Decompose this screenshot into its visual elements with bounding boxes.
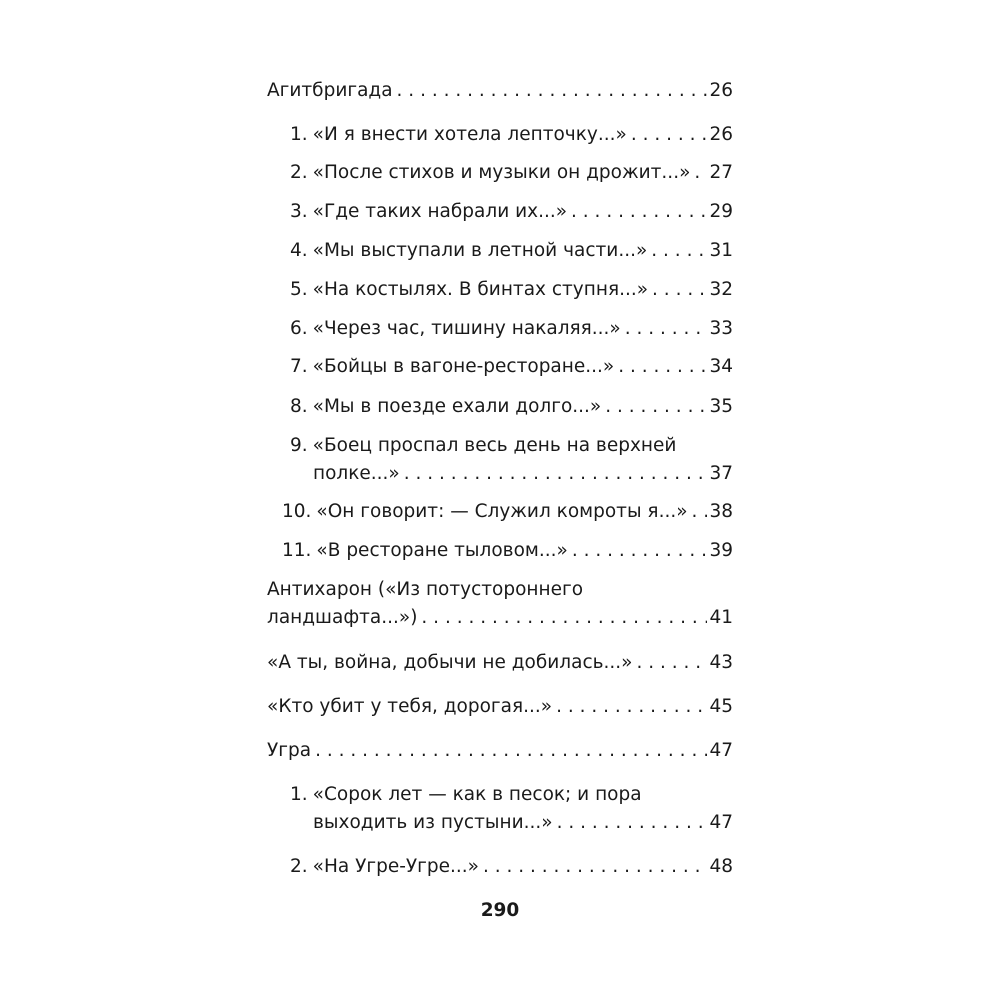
toc-entry-page: 29 [709,201,733,222]
toc-entry-number: 10. [282,501,312,522]
toc-entry [267,76,733,106]
toc-entry-title: «На Угре-Угре...» [312,856,479,877]
toc-entry-title: Угра [267,740,312,761]
toc-entry-page: 41 [709,607,733,628]
toc-entry-number: 3. [290,201,308,222]
toc-leader-dots [694,158,707,188]
toc-entry-title: «Мы выступали в летной части...» [312,240,648,261]
toc-leader-dots [572,536,708,566]
toc-leader-dots [483,852,707,882]
toc-entry-number: 2. [290,856,308,877]
toc-entry-number: 8. [290,396,308,417]
toc-entry-page: 37 [709,463,733,484]
toc-entry-number: 4. [290,240,308,261]
toc-entry-title: «А ты, война, добычи не добилась...» [267,652,633,673]
toc-entry-number: 9. [290,435,308,456]
toc-leader-dots [397,76,708,106]
toc-entry-number: 5. [290,279,308,300]
toc-entry-page: 33 [709,318,733,339]
toc-entry-page: 31 [709,240,733,261]
toc-leader-dots [637,648,708,678]
toc-entry-title: «На костылях. В бинтах ступня...» [312,279,649,300]
toc-entry-page: 47 [709,812,733,833]
toc-entry-number: 1. [290,124,308,145]
toc-entry-title: «Бойцы в вагоне-ресторане...» [312,356,615,377]
toc-entry-page: 26 [709,80,733,101]
toc-entry-page: 34 [709,356,733,377]
toc-entry-title: «Мы в поезде ехали долго...» [312,396,602,417]
toc-entry [290,158,733,188]
toc-leader-dots [421,603,707,633]
toc-entry-page: 38 [709,501,733,522]
toc-entry-page: 27 [709,162,733,183]
toc-entry-continuation [267,603,733,633]
toc-entry-continuation [313,808,733,838]
toc-entry-number: 1. [290,784,308,805]
toc-leader-dots [692,497,708,527]
toc-entry-continuation [313,459,733,489]
toc-leader-dots [631,120,708,150]
toc-entry [267,736,733,766]
toc-leader-dots [556,692,707,722]
toc-entry-title: «Он говорит: — Служил комроты я...» [316,501,688,522]
toc-entry-number: 11. [282,540,312,561]
toc-entry-title: «И я внести хотела лепточку...» [312,124,627,145]
toc-entry-title: «Где таких набрали их...» [312,201,568,222]
toc-entry [290,780,733,810]
toc-leader-dots [315,736,707,766]
toc-entry [290,314,733,344]
toc-entry-title: «В ресторане тыловом...» [316,540,568,561]
toc-entry-page: 39 [709,540,733,561]
toc-entry-title: «Через час, тишину накаляя...» [312,318,621,339]
toc-entry-title-continued: полке...» [313,463,400,484]
toc-entry-number: 2. [290,162,308,183]
toc-entry-page: 47 [709,740,733,761]
toc-entry [290,852,733,882]
toc-entry-title: «После стихов и музыки он дрожит...» [312,162,691,183]
toc-entry-title: «Боец проспал весь день на верхней [312,435,677,456]
toc-entry-page: 48 [709,856,733,877]
toc-entry [290,352,733,382]
toc-leader-dots [557,808,708,838]
toc-entry [290,431,733,461]
toc-entry [267,648,733,678]
toc-leader-dots [652,275,707,305]
toc-entry-page: 32 [709,279,733,300]
toc-entry [290,120,733,150]
toc-entry [290,197,733,227]
toc-entry-page: 45 [709,696,733,717]
toc-leader-dots [605,392,707,422]
toc-entry-title-continued: выходить из пустыни...» [313,812,553,833]
toc-entry [290,275,733,305]
toc-entry-title: «Кто убит у тебя, дорогая...» [267,696,553,717]
page-number: 290 [480,900,520,921]
toc-entry-title: Агитбригада [267,80,393,101]
toc-entry [290,392,733,422]
toc-entry-number: 6. [290,318,308,339]
toc-entry-page: 26 [709,124,733,145]
toc-entry-title: Антихарон («Из потустороннего [267,579,584,600]
toc-entry-title-continued: ландшафта...») [267,607,418,628]
toc-entry [267,575,733,605]
toc-leader-dots [625,314,708,344]
toc-entry-page: 35 [709,396,733,417]
toc-entry [282,497,733,527]
toc-entry [282,536,733,566]
toc-entry-number: 7. [290,356,308,377]
toc-leader-dots [571,197,707,227]
toc-entry [290,236,733,266]
toc-leader-dots [404,459,708,489]
toc-leader-dots [651,236,707,266]
toc-leader-dots [618,352,707,382]
toc-entry-title: «Сорок лет — как в песок; и пора [312,784,642,805]
toc-entry [267,692,733,722]
toc-entry-page: 43 [709,652,733,673]
